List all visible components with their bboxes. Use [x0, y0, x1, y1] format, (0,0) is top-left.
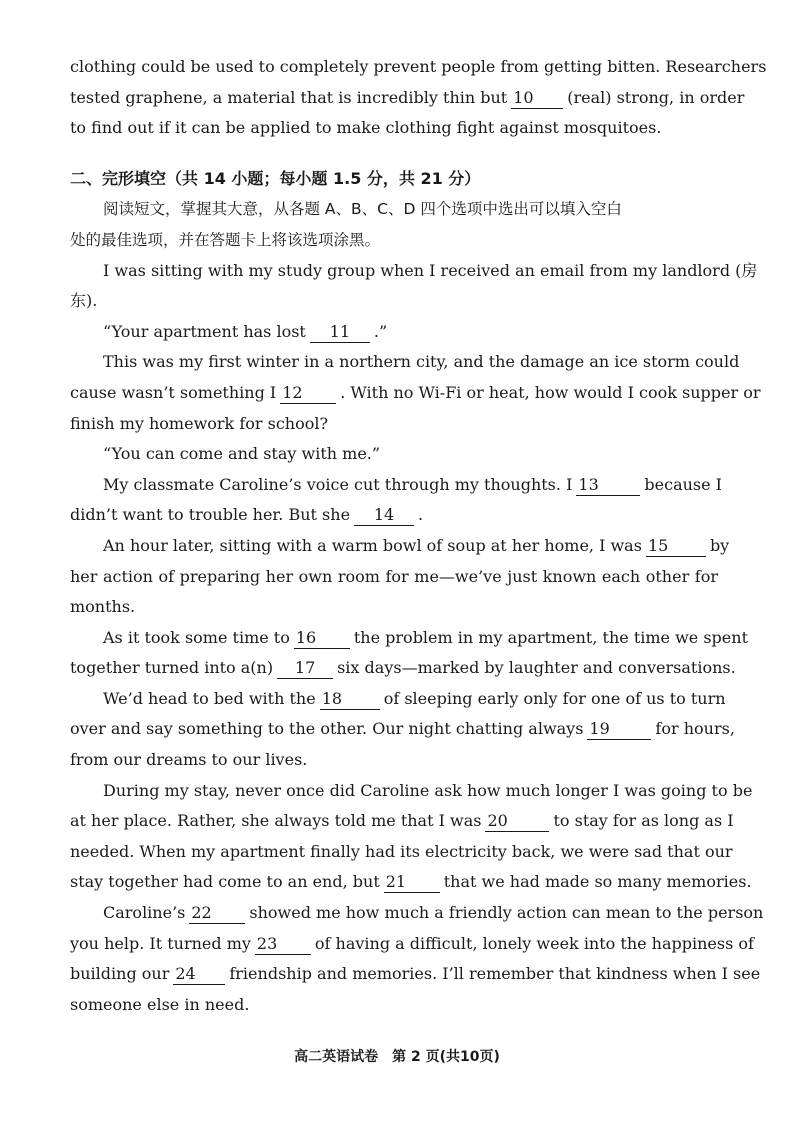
- passage-line: [70, 684, 726, 715]
- text: someone else in need.: [70, 994, 250, 1014]
- passage-line: [70, 531, 730, 562]
- text: at her place. Rather, she always told me that I was: [70, 811, 482, 831]
- passage-line: [70, 592, 718, 623]
- text: During my stay, never once did Caroline ask how much longer I was going to be: [103, 780, 753, 800]
- text: building our: [70, 964, 170, 984]
- text: over and say something to the other. Our night chatting always: [70, 719, 584, 739]
- text: (real) strong, in order: [567, 87, 745, 107]
- instruction-line: 阅读短文，掌握其大意，从各题 A、B、C、D 四个选项中选出可以填入空白: [103, 200, 622, 219]
- answer-blank-22[interactable]: 22: [189, 903, 245, 924]
- text: . With no Wi-Fi or heat, how would I cook supper or: [340, 382, 761, 402]
- page-footer: 高二英语试卷 第 2 页(共10页): [294, 1049, 500, 1065]
- text: cause wasn’t something I: [70, 382, 277, 402]
- answer-blank-24[interactable]: 24: [173, 964, 225, 985]
- text: My classmate Caroline’s voice cut through my thoughts. I: [103, 474, 573, 494]
- passage-line: [70, 256, 758, 287]
- text: because I: [644, 474, 722, 494]
- text: to find out if it can be applied to make clothing fight against mosquitoes.: [70, 118, 662, 138]
- passage-line: [70, 286, 718, 317]
- text: 东).: [70, 291, 98, 311]
- answer-blank-15[interactable]: 15: [646, 536, 706, 557]
- passage-line: [70, 52, 767, 83]
- text: six days—marked by laughter and conversations.: [337, 658, 736, 678]
- section-title: 二、完形填空（共 14 小题；每小题 1.5 分，共 21 分）: [70, 168, 481, 188]
- text: months.: [70, 597, 136, 617]
- text: finish my homework for school?: [70, 413, 329, 433]
- text: together turned into a(n): [70, 658, 274, 678]
- text: “You can come and stay with me.”: [103, 444, 381, 464]
- exam-page-body: [70, 52, 767, 1020]
- text: by: [709, 535, 730, 555]
- passage-line: [70, 439, 718, 470]
- passage-line: [70, 470, 722, 501]
- text: As it took some time to: [103, 627, 290, 647]
- answer-blank-10[interactable]: 10: [511, 88, 563, 109]
- instruction-line: 处的最佳选项，并在答题卡上将该选项涂黑。: [70, 230, 381, 249]
- answer-blank-18[interactable]: 18: [320, 689, 380, 710]
- text: clothing could be used to completely prevent people from getting bitten. Researchers: [70, 57, 767, 76]
- passage-line: [70, 653, 736, 684]
- passage-line: [70, 409, 718, 440]
- text: the problem in my apartment, the time we spent: [353, 627, 748, 647]
- passage-line: [70, 714, 735, 745]
- text: friendship and memories. I’ll remember that kindness when I see: [229, 964, 761, 984]
- text: you help. It turned my: [70, 933, 251, 953]
- answer-blank-23[interactable]: 23: [255, 934, 311, 955]
- passage-line: [70, 113, 718, 144]
- text: .”: [373, 321, 388, 341]
- text: This was my first winter in a northern city, and the damage an ice storm could: [103, 352, 740, 372]
- text: stay together had come to an end, but: [70, 872, 380, 892]
- text: Caroline’s: [103, 903, 186, 923]
- passage-line: [70, 623, 748, 654]
- passage-line: [70, 776, 753, 807]
- text: tested graphene, a material that is incredibly thin but: [70, 87, 508, 107]
- passage-line: [70, 562, 718, 593]
- passage-line: [70, 745, 718, 776]
- passage-line: [70, 347, 740, 378]
- passage-line: [70, 317, 718, 348]
- passage-line: [70, 929, 754, 960]
- answer-blank-20[interactable]: 20: [485, 811, 549, 832]
- text: I was sitting with my study group when I received an email from my landlord (房: [103, 260, 758, 280]
- text: that we had made so many memories.: [443, 872, 752, 892]
- answer-blank-11[interactable]: 11: [310, 322, 370, 343]
- answer-blank-19[interactable]: 19: [587, 719, 651, 740]
- text: from our dreams to our lives.: [70, 750, 308, 770]
- text: showed me how much a friendly action can mean to the person: [249, 903, 764, 923]
- text: needed. When my apartment finally had its electricity back, we were sad that our: [70, 841, 733, 861]
- text: of having a difficult, lonely week into the happiness of: [314, 933, 754, 953]
- text: We’d head to bed with the: [103, 688, 316, 708]
- passage-line: [70, 867, 752, 898]
- text: of sleeping early only for one of us to turn: [383, 688, 726, 708]
- text: for hours,: [655, 719, 735, 739]
- text: didn’t want to trouble her. But she: [70, 505, 351, 525]
- answer-blank-16[interactable]: 16: [294, 628, 350, 649]
- passage-line: [70, 959, 761, 990]
- answer-blank-12[interactable]: 12: [280, 383, 336, 404]
- text: “Your apartment has lost: [103, 321, 306, 341]
- answer-blank-17[interactable]: 17: [277, 658, 333, 679]
- passage-line: [70, 990, 718, 1021]
- passage-line: [70, 837, 733, 868]
- passage-line: [70, 806, 734, 837]
- text: An hour later, sitting with a warm bowl of soup at her home, I was: [103, 535, 642, 555]
- answer-blank-14[interactable]: 14: [354, 505, 414, 526]
- passage-line: [70, 378, 761, 409]
- passage-line: [70, 83, 745, 114]
- text: .: [418, 505, 424, 525]
- answer-blank-21[interactable]: 21: [384, 872, 440, 893]
- text: to stay for as long as I: [553, 811, 734, 831]
- text: her action of preparing her own room for me—we’ve just known each other for: [70, 566, 718, 586]
- answer-blank-13[interactable]: 13: [576, 475, 640, 496]
- passage-line: [70, 898, 764, 929]
- passage-line: [70, 500, 718, 531]
